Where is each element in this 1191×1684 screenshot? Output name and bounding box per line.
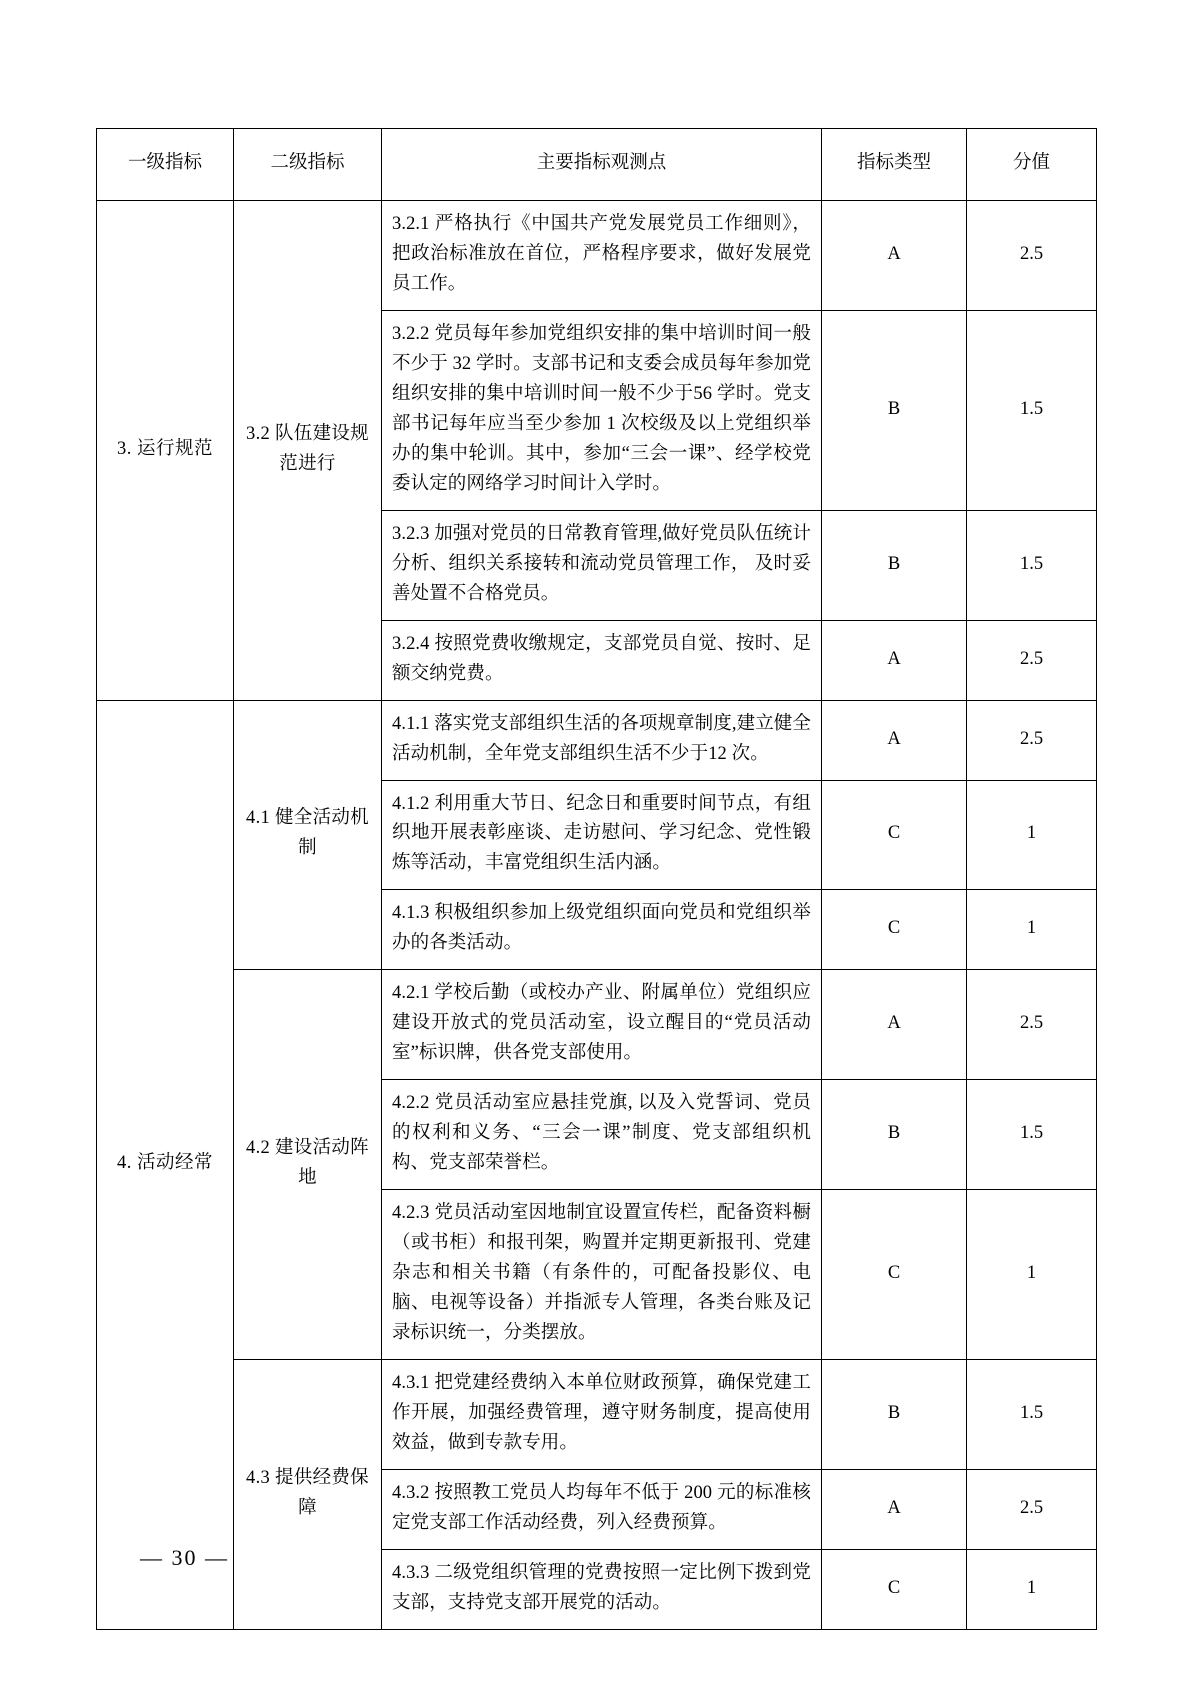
table-row: [97, 700, 1097, 780]
point-cell: 4.2.3 党员活动室因地制宜设置宣传栏，配备资料橱（或书柜）和报刊架，购置并定期更新报刊、党建杂志和相关书籍（有条件的，可配备投影仪、电脑、电视等设备）并指派专人管理，各类台账及记录标识统一，分类摆放。: [382, 1190, 822, 1360]
type-cell: B: [822, 1080, 967, 1190]
point-cell: 4.1.1 落实党支部组织生活的各项规章制度,建立健全活动机制，全年党支部组织生活不少于12 次。: [382, 700, 822, 780]
score-cell: 2.5: [967, 970, 1097, 1080]
type-cell: C: [822, 890, 967, 970]
score-cell: 2.5: [967, 1469, 1097, 1549]
type-cell: C: [822, 1190, 967, 1360]
point-cell: 3.2.2 党员每年参加党组织安排的集中培训时间一般不少于 32 学时。支部书记和支委会成员每年参加党组织安排的集中培训时间一般不少于56 学时。党支部书记每年应当至少参加 1 次校级及以上党组织举办的集中轮训。其中，参加“三会一课”、经学校党委认定的网络学习时间计入学时。: [382, 310, 822, 510]
point-cell: 3.2.1 严格执行《中国共产党发展党员工作细则》，把政治标准放在首位，严格程序要求，做好发展党员工作。: [382, 201, 822, 311]
table-header-row: [97, 129, 1097, 201]
point-cell: 4.3.1 把党建经费纳入本单位财政预算，确保党建工作开展，加强经费管理，遵守财务制度，提高使用效益，做到专款专用。: [382, 1360, 822, 1470]
score-cell: 2.5: [967, 201, 1097, 311]
score-cell: 1.5: [967, 1080, 1097, 1190]
table-row: [97, 1360, 1097, 1470]
type-cell: B: [822, 310, 967, 510]
score-cell: 1: [967, 780, 1097, 890]
score-cell: 1.5: [967, 1360, 1097, 1470]
type-cell: A: [822, 1469, 967, 1549]
point-cell: 4.3.2 按照教工党员人均每年不低于 200 元的标准核定党支部工作活动经费，列入经费预算。: [382, 1469, 822, 1549]
level2-cell: 4.3 提供经费保障: [234, 1360, 382, 1630]
header-point: 主要指标观测点: [382, 129, 822, 201]
table-row: [97, 970, 1097, 1080]
score-cell: 1.5: [967, 510, 1097, 620]
indicator-table-wrap: [96, 128, 1096, 1630]
type-cell: A: [822, 201, 967, 311]
type-cell: A: [822, 970, 967, 1080]
level2-cell: 4.1 健全活动机制: [234, 700, 382, 970]
score-cell: 1: [967, 1190, 1097, 1360]
header-level2: 二级指标: [234, 129, 382, 201]
type-cell: A: [822, 620, 967, 700]
score-cell: 1: [967, 1549, 1097, 1629]
score-cell: 1.5: [967, 310, 1097, 510]
header-level1: 一级指标: [97, 129, 234, 201]
point-cell: 4.3.3 二级党组织管理的党费按照一定比例下拨到党支部，支持党支部开展党的活动。: [382, 1549, 822, 1629]
score-cell: 2.5: [967, 700, 1097, 780]
type-cell: B: [822, 1360, 967, 1470]
point-cell: 3.2.3 加强对党员的日常教育管理,做好党员队伍统计分析、组织关系接转和流动党员管理工作， 及时妥善处置不合格党员。: [382, 510, 822, 620]
score-cell: 1: [967, 890, 1097, 970]
point-cell: 4.1.2 利用重大节日、纪念日和重要时间节点，有组织地开展表彰座谈、走访慰问、学习纪念、党性锻炼等活动，丰富党组织生活内涵。: [382, 780, 822, 890]
header-type: 指标类型: [822, 129, 967, 201]
table-row: [97, 201, 1097, 311]
level2-cell: 4.2 建设活动阵地: [234, 970, 382, 1360]
type-cell: A: [822, 700, 967, 780]
point-cell: 3.2.4 按照党费收缴规定，支部党员自觉、按时、足额交纳党费。: [382, 620, 822, 700]
point-cell: 4.2.2 党员活动室应悬挂党旗, 以及入党誓词、党员的权利和义务、“三会一课”制度、党支部组织机构、党支部荣誉栏。: [382, 1080, 822, 1190]
page-number: — 30 —: [140, 1545, 229, 1570]
indicator-table: [96, 128, 1097, 1630]
header-score: 分值: [967, 129, 1097, 201]
type-cell: B: [822, 510, 967, 620]
level1-cell: 3. 运行规范: [97, 201, 234, 701]
point-cell: 4.2.1 学校后勤（或校办产业、附属单位）党组织应建设开放式的党员活动室，设立醒目的“党员活动室”标识牌，供各党支部使用。: [382, 970, 822, 1080]
score-cell: 2.5: [967, 620, 1097, 700]
level2-cell: 3.2 队伍建设规范进行: [234, 201, 382, 701]
point-cell: 4.1.3 积极组织参加上级党组织面向党员和党组织举办的各类活动。: [382, 890, 822, 970]
type-cell: C: [822, 780, 967, 890]
level1-cell: 4. 活动经常: [97, 700, 234, 1629]
type-cell: C: [822, 1549, 967, 1629]
